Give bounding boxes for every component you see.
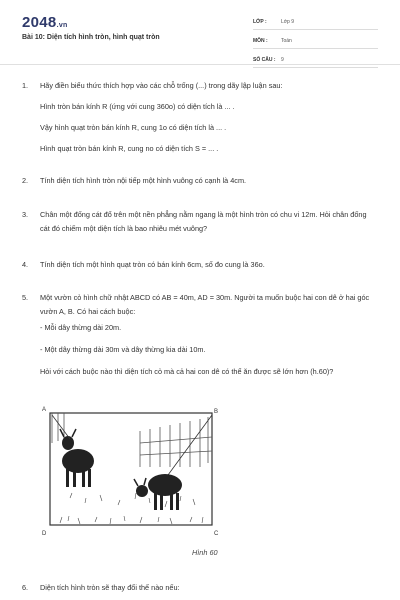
question-5-line-2: - Một dây thừng dài 30m và dây thừng kia dài 10m. <box>40 345 206 354</box>
garden-illustration <box>40 403 220 538</box>
document-title: Bài 10: Diện tích hình tròn, hình quạt tròn <box>22 34 160 41</box>
goat-left <box>60 429 94 487</box>
question-1-line-3: Hình quạt tròn bán kính R, cung no có diện tích S = ... . <box>40 144 219 153</box>
meta-row-class: LỚP : Lớp 9 <box>253 14 378 30</box>
corner-label-c: C <box>214 531 219 537</box>
meta-panel <box>253 14 378 71</box>
goat-right <box>134 474 182 510</box>
corner-label-b: B <box>214 409 219 415</box>
question-6: 6. Diện tích hình tròn sẽ thay đổi thế nào nếu: <box>22 583 180 592</box>
question-2: 2. Tính diện tích hình tròn nội tiếp một hình vuông có cạnh là 4cm. <box>22 176 247 185</box>
header-divider <box>0 64 400 65</box>
question-3: 3. Chân một đống cát đổ trên một nền phẳng nằm ngang là một hình tròn có chu vi 12m. Hỏi chân đống cát đó chiếm một diện tích là bao nhiêu mét vuông? <box>22 210 367 233</box>
corner-label-d: D <box>42 531 47 537</box>
question-1-line-2: Vậy hình quạt tròn bán kính R, cung 1o có diện tích là ... . <box>40 123 227 132</box>
site-logo[interactable]: 2048.vn <box>22 14 68 31</box>
question-5-line-3: Hỏi với cách buộc nào thì diện tích cỏ mà cả hai con dê có thể ăn được sẽ lớn hơn (h.60)? <box>40 367 334 376</box>
figure-caption: Hình 60 <box>192 548 218 557</box>
meta-row-count: SỐ CÂU : 9 <box>253 52 378 68</box>
question-1-line-1: Hình tròn bán kính R (ứng với cung 360o) có diện tích là ... . <box>40 102 235 111</box>
question-1: 1. Hãy điền biểu thức thích hợp vào các chỗ trống (...) trong dãy lập luận sau: <box>22 81 283 90</box>
question-4: 4. Tính diện tích một hình quạt tròn có bán kính 6cm, số đo cung là 36o. <box>22 260 265 269</box>
question-5-line-1: - Mỗi dây thừng dài 20m. <box>40 323 122 332</box>
figure-goats-garden <box>40 403 220 538</box>
page-header <box>0 0 400 62</box>
meta-row-subject: MÔN : Toán <box>253 33 378 49</box>
question-5: 5. Một vườn cỏ hình chữ nhật ABCD có AB = 40m, AD = 30m. Người ta muốn buộc hai con dê ở hai góc vườn A, B. Có hai cách buộc: <box>22 293 370 316</box>
corner-label-a: A <box>42 407 47 413</box>
